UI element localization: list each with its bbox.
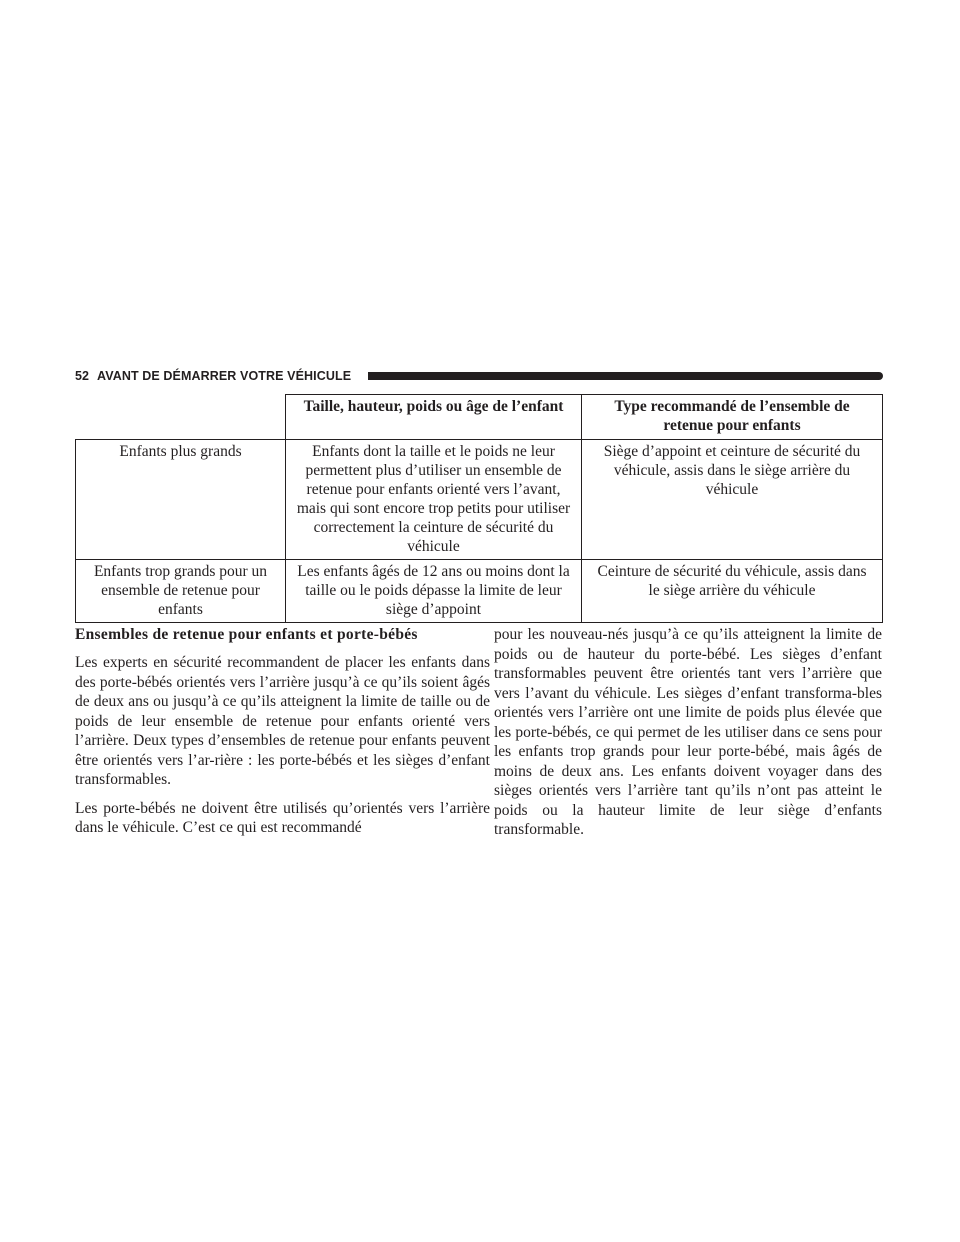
body-paragraph: Les experts en sécurité recommandent de placer les enfants dans des porte-bébés orientés vers l’arrière jusqu’à ce qu’ils soient âgés de deux ans ou jusqu’à ce qu’ils atteignent la limite de taille ou de poids de leur ensemble de retenue pour enfants orienté vers l’arrière. Deux types d’ensembles de retenue pour enfants peuvent être orientés vers l’ar-rière : les porte-bébés et les sièges d’enfant transformables. (75, 654, 490, 788)
section-title: AVANT DE DÉMARRER VOTRE VÉHICULE (97, 369, 352, 383)
table-cell: Ceinture de sécurité du véhicule, assis dans le siège arrière du véhicule (582, 560, 883, 623)
section-heading: Ensembles de retenue pour enfants et porte-bébés (75, 626, 418, 643)
table-cell: Enfants plus grands (76, 440, 286, 560)
table-header-row (76, 395, 883, 440)
page-header (75, 368, 883, 384)
table-cell: Les enfants âgés de 12 ans ou moins dont la taille ou le poids dépasse la limite de leur siège d’appoint (286, 560, 582, 623)
body-paragraph: pour les nouveau-nés jusqu’à ce qu’ils atteignent la limite de poids ou de hauteur du porte-bébé. Les sièges d’enfant transformables peuvent être orientés tant vers l’arrière que vers l’avant du véhicule. Les sièges d’enfant transforma-bles orientés vers l’arrière ont une limite de poids plus élevée que les porte-bébés, ce qui permet de les utiliser dans ce sens pour les enfants trop grands pour leur porte-bébé, mais âgés de moins de deux ans. Les enfants doivent voyager dans des sièges orientés vers l’arrière tant qu’ils n’ont pas atteint le poids ou la hauteur limite de leur siège d’enfants transformable. (494, 626, 882, 838)
table-cell: Enfants trop grands pour un ensemble de retenue pour enfants (76, 560, 286, 623)
table-cell: Enfants dont la taille et le poids ne leur permettent plus d’utiliser un ensemble de retenue pour enfants orienté vers l’avant, mais qui sont encore trop petits pour utiliser correctement la ceinture de sécurité du véhicule (286, 440, 582, 560)
table-header-cell: Type recommandé de l’ensemble de retenue pour enfants (582, 395, 883, 440)
header-rule (368, 372, 883, 380)
table-cell: Siège d’appoint et ceinture de sécurité du véhicule, assis dans le siège arrière du véhicule (582, 440, 883, 560)
body-paragraph: Les porte-bébés ne doivent être utilisés qu’orientés vers l’arrière dans le véhicule. C’est ce qui est recommandé (75, 799, 490, 836)
child-restraint-table (75, 394, 883, 623)
table-row (76, 560, 883, 623)
text-column-left (75, 625, 490, 847)
table-header-cell: Taille, hauteur, poids ou âge de l’enfant (286, 395, 582, 440)
table-header-cell (76, 395, 286, 440)
page-number: 52 (75, 369, 89, 383)
text-column-right (494, 625, 882, 849)
table-row (76, 440, 883, 560)
